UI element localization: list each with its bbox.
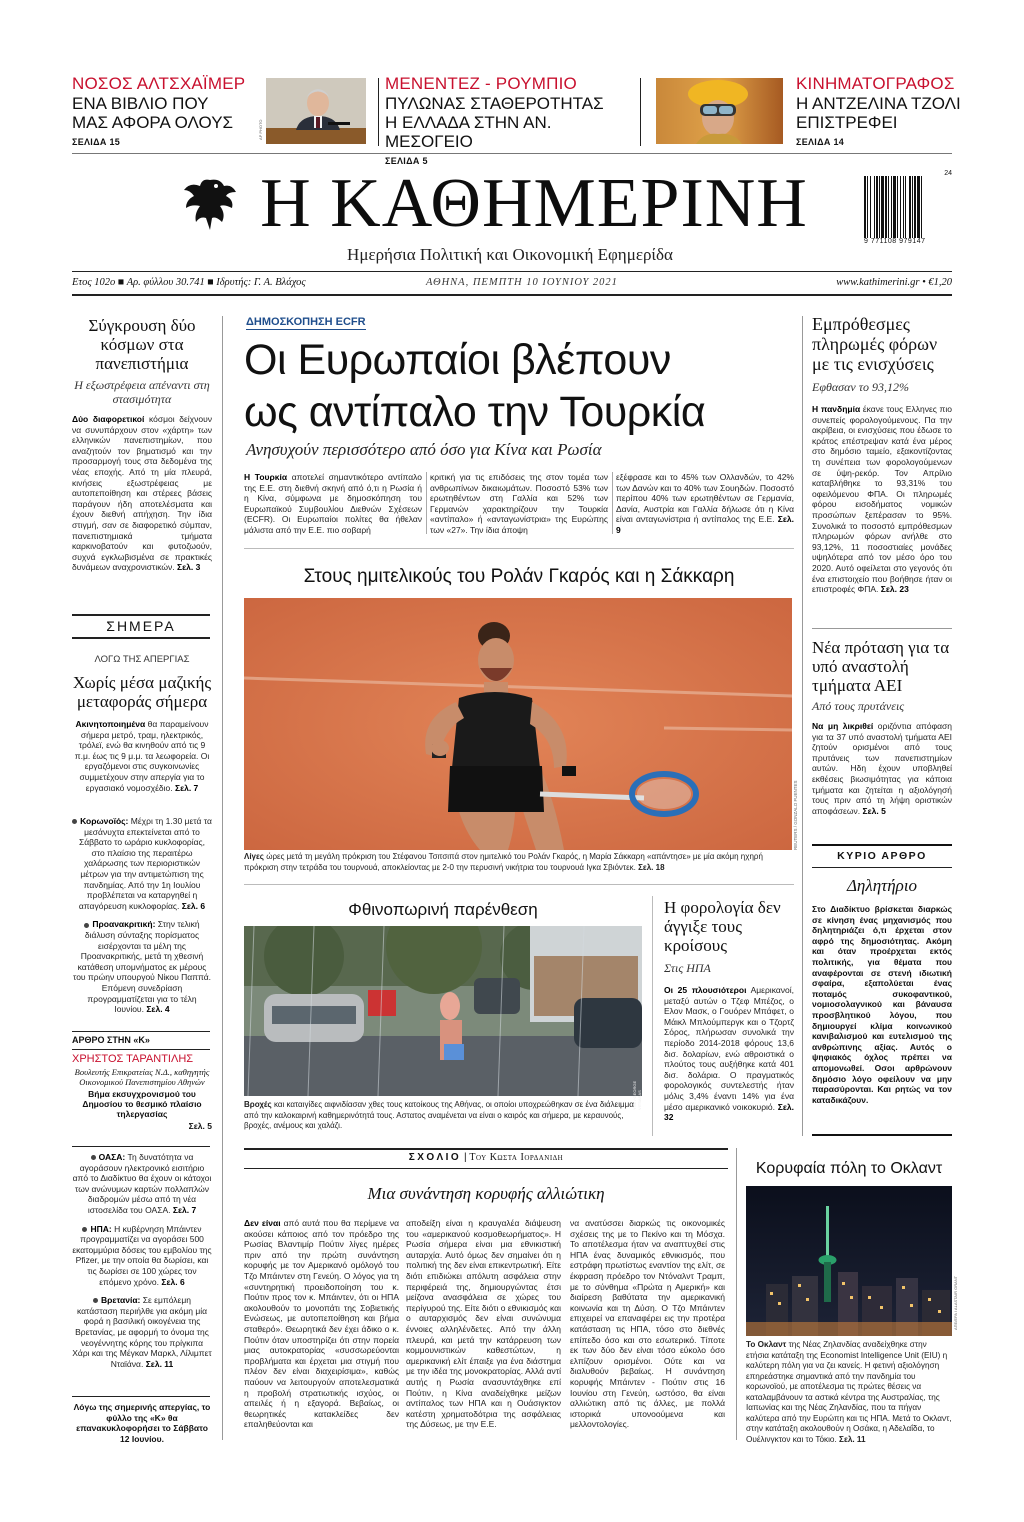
oakland-headline[interactable]: Κορυφαία πόλη το Οκλαντ	[755, 1160, 943, 1177]
story-body	[72, 414, 212, 573]
tax-subhead: Στις ΗΠΑ	[664, 961, 711, 975]
lead-words: Η Τουρκία	[244, 472, 288, 482]
story-body	[812, 404, 952, 595]
body-copy: αποδείξη είναι η κραυγαλέα διάψευση του «αμερικανού κοσμοθεωρήματος». Η Ρωσία σήμερα είναι μια εθνικιστική αυταρχία. Αυτό όμως δεν σημαίνει ότι η πολιτική της δεν είναι επικεντρωτική. Είτε διότι επιδιώκει απόλυτη ασφάλεια στην περιφέρειά της, δημιουργώντας έτσι μείζονα ανασφάλεια σε χώρες του περίγυρού της. Είτε διότι ο εθνικισμός και ο αυταρχισμός δεν είναι συνώνυμα έννοιες αλληλένδετες. Από την άλλη πλευρά, και μετά την κατάρρευση των κομμουνιστικών καθεστώτων, η αμερικανική ελίτ έπαιξε για ένα διάστημα με την ιδέα της μονοκρατορίας. Αλλά αντί αυτής η Ρωσία ανασυντάχθηκε επί Πούτιν, η Κίνα αναδείχθηκε μείζων αντίπαλος των ΗΠΑ και η Ουάσιγκτον κατέστη χρηματοδότρια της ασφάλειας της Δύσεως, με την Ε.Ε.	[406, 1218, 561, 1430]
teaser-line: Η ΕΛΛΑΔΑ ΣΤΗΝ ΑΝ. ΜΕΣΟΓΕΙΟ	[385, 113, 552, 151]
photo-credit: REUTERS / GONZALO FUENTES	[793, 780, 798, 850]
column-col-3	[570, 1218, 725, 1430]
body-copy: Αμερικανοί, μεταξύ αυτών ο Τζεφ Μπέζος, ο Ελον Μασκ, ο Γουόρεν Μπάφετ, ο Μάικλ Μπλούμπεργκ και ο Τζορτζ Σόρος, πλήρωσαν συνολικά την περίοδο 2014-2018 φόρους 13,6 δισ. δολαρίων, ενώ αθροιστικά ο πλούτος τους αυξήθηκε κατά 401 δισ. δολάρια. Ο πραγματικός φορολογικός συντελεστής ήταν μόλις 3,4% έναντι 14% για ένα μέσο αμερικανικό νοικοκυριό.	[664, 985, 794, 1112]
page-ref: Σελ. 11	[839, 1434, 866, 1444]
column-author: Του Κωστα Ιορδανιδη	[469, 1152, 564, 1163]
teaser-1[interactable]	[72, 74, 262, 150]
tennis-headline[interactable]: Στους ημιτελικούς του Ρολάν Γκαρός και η Σάκκαρη	[303, 566, 735, 587]
page-ref: Σελ. 5	[862, 805, 886, 816]
teaser-line: Η ΑΝΤΖΕΛΙΝΑ ΤΖΟΛΙ	[796, 94, 961, 113]
page-ref: Σελ. 23	[880, 584, 909, 595]
left-bullets-2	[72, 1152, 212, 1369]
bullet-lead: ΗΠΑ:	[90, 1223, 112, 1234]
barcode-bar	[922, 176, 924, 238]
photo-credit: AP PHOTO	[258, 119, 263, 140]
teaser-line: ΜΑΣ ΑΦΟΡΑ ΟΛΟΥΣ	[72, 113, 234, 132]
page-ref: Σελ. 7	[174, 782, 199, 793]
teaser-photo-menendez	[266, 78, 366, 144]
oakland-photo	[746, 1186, 952, 1336]
bullet-item[interactable]	[72, 1224, 212, 1288]
left-strike-story[interactable]	[72, 654, 212, 793]
page-ref: Σελ. 5	[188, 1121, 212, 1131]
teaser-photo-jolie	[656, 78, 783, 144]
lead-words: Το Οκλαντ	[746, 1340, 787, 1349]
page-ref: Σελ. 7	[172, 1204, 197, 1215]
body-copy: έκανε τους Ελληνες πιο συνεπείς φορολογούμενους. Πα την ακρίβεια, οι ενισχύσεις που έδωσε το κράτος επέστρεψαν κατά ένα μέρος στο δημόσιο ταμείο, εξακοντίζοντας τη συνέπεια των φορολογούμενων σε ύψη-ρεκόρ. Τον Απρίλιο καταβλήθηκε το 93,31% του οφειλόμενου ΦΠΑ. Οι πληρωμές φόρου εισοδήματος νομικών προσώπων ξεπέρασαν το 95%. Συνολικά το ποσοστό εμπρόθεσμων πληρωμών φόρων ανήλθε στο 93,12%, 11 ποσοστιαίες μονάδες υψηλότερα από τον μέσο όρο του 2020. Αυτό οφείλεται στο γεγονός ότι ένα επιστοιχείο που βοήθησε ήταν οι επιστροφές ΦΠΑ.	[812, 404, 952, 595]
teaser-label: ΜΕΝΕΝΤΕΖ - ΡΟΥΜΠΙΟ	[385, 74, 577, 93]
page-ref: Σελ. 18	[638, 862, 665, 872]
masthead-rule	[72, 271, 952, 272]
story-headline: Σύγκρουση δύο κόσμων στα πανεπιστήμια	[88, 316, 196, 373]
body-copy: κριτική για τις επιδόσεις της στον τομέα των ανθρωπίνων δικαιωμάτων. Ποσοστό 53% των ερωτηθέντων στη Γαλλία και 52% των Γερμανών χαρακτηρίζουν την Τουρκία «αντίπαλο» ή «ανταγωνίστρια» της Ευρώπης των «27». Την ίδια άποψη	[430, 472, 608, 535]
editorial-label: ΚΥΡΙΟ ΑΡΘΡΟ	[837, 850, 927, 862]
lead-words: Να μη λικριθεί	[812, 721, 874, 731]
article-role: Βουλευτής Επικρατείας Ν.Δ., καθηγητής Οικονομικού Πανεπιστημίου Αθηνών	[74, 1067, 210, 1087]
rain-photo	[244, 926, 642, 1096]
teaser-line: ΕΝΑ ΒΙΒΛΙΟ ΠΟΥ	[72, 94, 209, 113]
story-headline: Εμπρόθεσμες πληρωμές φόρων με τις ενισχύσεις	[812, 314, 938, 374]
divider	[378, 78, 379, 146]
bullet-item[interactable]	[72, 1295, 212, 1369]
bullet-text: Η κυβέρνηση Μπάιντεν προγραμματίζει να αγοράσει 500 εκατομμύρια δόσεις του εμβολίου της Pfizer, με την οποία θα δωρίσει, και τις δωρίσει σε 100 χώρες τον επόμενο χρόνο.	[72, 1223, 212, 1287]
rule	[72, 1031, 210, 1032]
lead-words: Οι 25 πλουσιότεροι	[664, 985, 747, 995]
barcode	[864, 170, 952, 260]
bullet-icon	[91, 1155, 96, 1160]
left-bullets	[72, 816, 212, 1015]
story-subhead: Από τους πρυτάνεις	[812, 699, 905, 713]
column-divider	[612, 472, 613, 534]
teaser-page: ΣΕΛΙΔΑ 15	[72, 137, 121, 147]
teaser-line: ΕΠΙΣΤΡΕΦΕΙ	[796, 113, 898, 132]
lead-words: Δεν είναι	[244, 1218, 281, 1228]
page-ref: Σελ. 6	[181, 900, 206, 911]
caption-text: και καταιγίδες αιφνιδίασαν χθες τους κατοίκους της Αθήνας, οι οποίοι υποχρεώθηκαν σε ένα διάλειμμα από την καλοκαιρινή καθημερινότητά τους. Αστατος αναμένεται να είναι ο καιρός και σήμερα, με κεραυνούς, βροχές, ανέμους και χαλάζι.	[244, 1100, 634, 1130]
barcode-number: 9 771108 979147	[864, 238, 926, 245]
teaser-page: ΣΕΛΙΔΑ 14	[796, 137, 845, 147]
tennis-caption	[244, 852, 794, 873]
body-copy: εξέφρασε και το 45% των Ολλανδών, το 42% των Δανών και το 40% των Σουηδών. Ποσοστό περίπου 40% των ερωτηθέντων σε Γερμανία, Δανία, Αυστρία και Γαλλία δήλωσε ότι η Κίνα είναι ανταγωνίστρια ή αντίπαλος της Ε.Ε.	[616, 472, 794, 525]
page-ref: Σελ. 3	[176, 562, 201, 573]
rule	[244, 884, 794, 885]
bullet-icon	[93, 1298, 98, 1303]
caption-text: της Νέας Ζηλανδίας αναδείχθηκε στην ετήσια κατάταξη της Economist Intelligence Unit (EIU) η καλύτερη πόλη για να ζει κανείς. Η φετινή αξιολόγηση επηρεάστηκε σημαντικά από την πανδημία του κορωνοϊού, με αποτέλεσμα τις πρώτες θέσεις να καταλαμβάνουν τα αστικά κέντρα της Αυστραλίας, της Ιαπωνίας και της Νέας Ζηλανδίας, που τα πήγαν καλύτερα από την Ευρώπη και τις ΗΠΑ. Μετά το Οκλαντ, στην κατάταξη ακολουθούν η Οσάκα, η Αδελαΐδα, το Ουέλινγκτον και το Τόκιο.	[746, 1340, 952, 1444]
body-copy: θα παραμείνουν σήμερα μετρό, τραμ, ηλεκτρικός, τρόλεϊ, ενώ θα κινηθούν από τις 9 π.μ. έως τις 9 μ.μ. τα λεωφορεία. Οι εργαζόμενοι στις συγκοινωνίες συμμετέχουν στην απεργία για το εργασιακό νομοσχέδιο.	[74, 719, 210, 793]
teaser-line: ΠΥΛΩΝΑΣ ΣΤΑΘΕΡΟΤΗΤΑΣ	[385, 94, 604, 113]
rule	[72, 1146, 210, 1147]
editorial-body: Στο Διαδίκτυο βρίσκεται διαρκώς σε κίνηση ένας μηχανισμός που δηλητηριάζει ό,τι έρχεται στον αφρό της δημοσιότητας. Ακόμη και όταν προέρχεται εκτός πολιτικής, για θέματα που αναφέρονται σε στενή ιδιωτική σφαίρα, εξαπολύεται ένας ποταμός συκοφαντικού, νομιοσολαγνικού και βάναυσα προσβλητικού λόγου, που δημιουργεί κλίμα κοινωνικού κανιβαλισμού και ευτελισμού της ανθρώπινης αξίας. Αυτός ο ψηφιακός όχλος πρέπει να απομονωθεί. Οσοι αρθρώνουν δημόσιο λόγο οφείλουν να μην παρασύρονται. Και ρητώς να τον καταδικάζουν.	[812, 904, 952, 1105]
rain-caption	[244, 1100, 642, 1132]
bullet-item[interactable]	[72, 919, 212, 1014]
rule	[72, 1049, 210, 1050]
article-title: Βήμα εκσυγχρονισμού του Δημοσίου το θεσμικό πλαίσιο τηλεργασίας	[82, 1089, 202, 1119]
today-label: ΣΗΜΕΡΑ	[106, 618, 176, 634]
bullet-lead: Κορωνοϊός:	[80, 816, 129, 826]
bullet-lead: Προανακριτική:	[92, 919, 156, 930]
bullet-item[interactable]	[72, 816, 212, 911]
masthead-subtitle: Ημερήσια Πολιτική και Οικονομική Εφημερίδα	[347, 245, 673, 264]
strike-headline: Χωρίς μέσα μαζικής μεταφοράς σήμερα	[72, 673, 212, 711]
bullet-lead: Βρετανία:	[101, 1295, 141, 1306]
story-body	[812, 721, 952, 816]
bullet-icon	[84, 923, 89, 928]
divider	[640, 78, 641, 146]
tennis-photo	[244, 598, 792, 850]
teaser-bottom-rule	[72, 153, 952, 154]
info-left: Ετος 102ο ■ Αρ. φύλλου 30.741 ■ Ιδρυτής: Γ. Α. Βλάχος	[72, 277, 306, 288]
photo-credit: ΥΠΕ / GEORGE VITSARAS	[632, 1080, 642, 1110]
caption-text: ώρες μετά τη μεγάλη πρόκριση του Στέφανου Τσιτσιπά στον ημιτελικό του Ρολάν Γκαρός, η Μαρία Σάκκαρη «απάντησε» με μία ακόμη ηχηρή πρόκριση στην τετράδα του τουρνουά, αποκλείοντας με 2-0 την περυσινή νικήτρια του τουρνουά Ιγκα Σβιόντεκ.	[244, 852, 763, 872]
column-divider	[426, 472, 427, 534]
barcode-issue: 24	[944, 170, 952, 177]
article-author: ΧΡΗΣΤΟΣ ΤΑΡΑΝΤΙΛΗΣ	[72, 1053, 194, 1065]
lead-col-2	[430, 472, 608, 536]
bullet-text: Στην τελική διάλυση σύνταξης πορίσματος εισέρχονται τα μέλη της Προανακριτικής, μετά τη χθεσινή κατάθεση υπομνήματος εκ μέρους του πρώην υπουργού Νίκου Παππά. Επόμενη συνεδρίαση προγραμματίζεται για το τέλη Ιουνίου.	[72, 919, 212, 1015]
editorial-headline: Δηλητήριο	[846, 876, 918, 895]
teaser-3[interactable]	[796, 74, 966, 150]
story-subhead: Η εξωστρέφεια απέναντι στη στασιμότητα	[74, 378, 210, 406]
column-col-2	[406, 1218, 561, 1430]
lead-headline-line: ως αντίπαλο την Τουρκία	[244, 388, 706, 436]
rule	[812, 628, 952, 629]
editorial-box[interactable]	[812, 844, 952, 1136]
column-divider	[802, 316, 803, 1136]
teaser-page: ΣΕΛΙΔΑ 5	[385, 156, 428, 166]
rule	[812, 867, 952, 868]
info-date: ΑΘΗΝΑ, ΠΕΜΠΤΗ 10 ΙΟΥΝΙΟΥ 2021	[426, 277, 618, 288]
article-label: ΑΡΘΡΟ ΣΤΗΝ «Κ»	[72, 1035, 150, 1045]
strike-body	[72, 719, 212, 793]
teaser-2[interactable]	[385, 74, 635, 166]
bullet-text: Τη δυνατότητα να αγοράσουν ηλεκτρονικό εισιτήριο από το Διαδίκτυο θα έχουν οι κάτοχοι των ανώνυμων καρτών πολλαπλών διαδρομών μέσω από τη νέα ιστοσελίδα του ΟΑΣΑ.	[72, 1152, 212, 1215]
masthead-rule-2	[72, 294, 952, 296]
story-headline: Νέα πρόταση για τα υπό αναστολή τμήματα ΑΕΙ	[812, 638, 950, 695]
bullet-item[interactable]	[72, 1152, 212, 1216]
lead-words: Δύο διαφορετικοί	[72, 414, 145, 424]
lead-words: Βροχές	[244, 1100, 272, 1109]
teaser-label: ΝΟΣΟΣ ΑΛΤΣΧΑΪΜΕΡ	[72, 74, 246, 93]
bullet-lead: ΟΑΣΑ:	[98, 1152, 126, 1162]
column-headline[interactable]: Μια συνάντηση κορυφής αλλιώτικη	[367, 1184, 605, 1203]
lead-dek: Ανησυχούν περισσότερο από όσο για Κίνα και Ρωσία	[246, 440, 602, 459]
right-story-universities[interactable]	[812, 638, 952, 816]
rule	[72, 1396, 210, 1397]
lead-headline-line: Οι Ευρωπαίοι βλέπουν	[244, 336, 671, 384]
column-divider	[222, 316, 223, 1440]
body-copy: αποτελεί σημαντικότερο αντίπαλο της Ε.Ε. στη διεθνή σκηνή από ό,τι η Ρωσία ή η Κίνα, σύμφωνα με δημοσκόπηση του Ευρωπαϊκού Συμβουλίου Διεθνών Σχέσεων (ECFR). Οι Ευρωπαίοι πολίτες θα ήθελαν μάλιστα από την Ε.Ε. πιο σοβαρή	[244, 472, 422, 535]
column-col-1	[244, 1218, 399, 1430]
left-story-universities[interactable]	[72, 316, 212, 573]
lead-words: Λίγες	[244, 852, 264, 861]
rule	[244, 548, 794, 549]
rule	[244, 1168, 728, 1169]
rain-headline[interactable]: Φθινοπωρινή παρένθεση	[348, 900, 538, 919]
lead-col-1	[244, 472, 422, 536]
rule	[72, 637, 210, 639]
rule	[244, 1148, 728, 1150]
bullet-icon	[72, 819, 77, 824]
masthead-title: Η ΚΑΘΗΜΕΡΙΝΗ	[260, 165, 808, 242]
column-byline: ΣΧΟΛΙΟ | Του Κωστα Ιορδανιδη	[408, 1152, 564, 1163]
column-divider	[652, 896, 653, 1136]
column-label: ΣΧΟΛΙΟ	[408, 1152, 462, 1163]
teaser-label: ΚΙΝΗΜΑΤΟΓΡΑΦΟΣ	[796, 74, 955, 93]
bullet-icon	[82, 1227, 87, 1232]
tax-body	[664, 985, 794, 1123]
body-copy: να ανατύσσει διαρκώς τις οικονομικές σχέσεις της με το Πεκίνο και τη Μόσχα. Το αποτέλεσμα ήταν να αναπτυχθεί στις ΗΠΑ ένας δυναμικός εθνικισμός, που εστράφη πρωτίστως εναντίον της ελίτ, σε έκφραση πρόεδρο τον Ντόναλντ Τραμπ, με το σύνθημα «Πρώτα η Αμερική» και διαίρεση βαθύτατα την αμερικανική κοινωνία και τη Δύση. Ο Τζο Μπάιντεν επιχειρεί να επαναφέρει εις την προτέρα κατάσταση τις ΗΠΑ, τόσο στο διεθνές επίπεδο όσο και στο εσωτερικό. Τίποτε εκ των δύο δεν είναι τόσο εύκολο όσο ελπίζουν ορισμένοι. Ούτε και να διαλυθούν βεβαίως. Η συνάντηση κορυφής Μπάιντεν - Πούτιν στις 16 Ιουνίου στη Γενεύη, ωστόσο, θα είναι αλλιώτικη από τις άλλες, με πολλά ιστορικά υπονοούμενα και μελλοντολογίες.	[570, 1218, 725, 1430]
body-copy: από αυτά που θα περίμενε να ακούσει κάποιος από τον πρόεδρο της Ρωσίας Βλαντιμίρ Πούτιν λίγες ημέρες πριν από την πρώτη συνάντηση κορυφής με τον Αμερικανό ομόλογό του Τζο Μπάιντεν στη Γενεύη. Ο λόγος για τη «συντηρητική προειδοποίηση του κ. Πούτιν προς τον κ. Μπάιντεν, ότι οι ΗΠΑ ακολουθούν το μονοπάτι της Σοβιετικής Ενώσεως, με αυτοπεποίθηση και βήμα σταθερό». Θεωρητικά δεν έχει άδικο ο κ. Πούτιν όταν υποστηρίζει ότι στην πορεία μιας αυτοκρατορίας «συσσωρεύονται προβλήματα και έρχεται μια στιγμή που πλέον δεν είναι διαχειρίσιμα», καθώς παύουν να λειτουργούν αποτελεσματικά η προβολή στρατιωτικής ισχύος, οι απειλές ή η εξαγορά. Βεβαίως, οι θεωρητικές κατακλείδες δεν επαληθεύονται και	[244, 1218, 399, 1430]
rule	[72, 614, 210, 616]
right-story-taxes[interactable]	[812, 314, 952, 595]
photo-credit: ΑΠΕ/EPA / ALASTAIR GRANT	[953, 1275, 958, 1330]
page-ref: Σελ. 6	[161, 1276, 185, 1287]
lead-kicker: ΔΗΜΟΣΚΟΠΗΣΗ ECFR	[246, 316, 366, 328]
bullet-text: Σε εμπόλεμη κατάσταση περιήλθε για ακόμη μία φορά η βασιλική οικογένεια της Βρετανίας, με αφορμή το όνομα της νεογέννητης κόρης του πρίγκιπα Χάρι και της Μέγκαν Μαρκλ, Λίλιμπετ Νταϊάνα.	[72, 1295, 212, 1369]
page-ref: Σελ. 32	[664, 1101, 794, 1123]
lead-words: Ακινητοποιημένα	[75, 719, 146, 729]
lead-col-3	[616, 472, 794, 536]
tax-story[interactable]	[664, 898, 794, 1123]
bullet-text: Μέχρι τη 1.30 μετά τα μεσάνυχτα επεκτείνεται από το Σάββατο το ωράριο κυκλοφορίας, στο πλαίσιο της περαιτέρω χαλάρωσης των περιοριστικών μέτρων για την αντιμετώπιση της πανδημίας. Από την 1η Ιουλίου προβλέπεται να καταργηθεί η απαγόρευση κυκλοφορίας.	[78, 816, 212, 911]
tax-headline: Η φορολογία δεν άγγιξε τους κροίσους	[664, 898, 781, 955]
strike-label: ΛΟΓΩ ΤΗΣ ΑΠΕΡΓΙΑΣ	[94, 654, 190, 665]
body-copy: κόσμοι δείχνουν να συνυπάρχουν στον «χάρτη» των ελληνικών πανεπιστημίων, που αναζητούν τον βηματισμό και την προσαρμογή τους στα δεδομένα της νέας εποχής. Από τη μία πλευρά, κινήσεις εξωστρέφειας με αυτοπεποίθηση και στέρεες βάσεις παράγουν ήδη αποτελέσματα και έχουν διεθνή απήχηση. Την ίδια στιγμή, σαν σε διαφορετικό σύμπαν, πανεπιστημιακά τμήματα καρκινοβατούν και φυτοζωούν, συχνά εγκλωβισμένα σε πρακτικές δυνάμεων αναχρονιστικών.	[72, 414, 212, 573]
lead-headline[interactable]	[244, 334, 804, 438]
left-article-box[interactable]	[72, 1035, 212, 1131]
story-subhead: Εφθασαν το 93,12%	[812, 380, 909, 394]
page-ref: Σελ. 4	[146, 1004, 170, 1015]
page-ref: Σελ. 9	[616, 514, 794, 535]
page-ref: Σελ. 11	[145, 1358, 174, 1369]
strike-notice: Λόγω της σημερινής απεργίας, το φύλλο της «Κ» θα επανακυκλοφορήσει το Σάββατο 12 Ιουνίου.	[73, 1402, 211, 1444]
body-copy: οριζόντια απόφαση για τα 37 υπό αναστολή τμήματα ΑΕΙ ζητούν ορισμένοι από τους πρυτάνεις των πανεπιστημίων αυτών. Ηδη έχουν υποβληθεί εκθέσεις βιωσιμότητας για κάποια τμήματα και ζητείται η αξιολόγησή τους πριν από τη λήψη οριστικών αποφάσεων.	[812, 721, 952, 816]
oakland-caption	[746, 1340, 952, 1445]
column-divider	[736, 1148, 737, 1440]
info-right[interactable]: www.kathimerini.gr • €1,20	[836, 277, 952, 288]
logo-emblem-icon	[180, 174, 242, 236]
lead-words: Η πανδημία	[812, 404, 861, 414]
